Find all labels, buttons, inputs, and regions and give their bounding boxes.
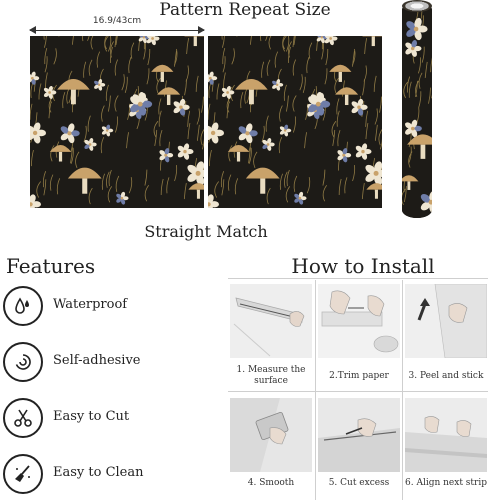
feature-label: Self-adhesive — [53, 353, 141, 368]
dimension-measure — [30, 14, 204, 28]
roll-pattern — [402, 2, 432, 218]
step-5-image — [318, 398, 400, 472]
step-1-label — [228, 365, 314, 387]
feature-label: Easy to Clean — [53, 465, 144, 480]
step-label-line: 3. Peel and stick — [408, 371, 484, 381]
pattern-panel-left — [30, 36, 204, 208]
feature-waterproof — [3, 286, 203, 330]
grid-divider — [228, 278, 488, 279]
step-4-image — [230, 398, 312, 472]
dimension-label: 16.9/43cm — [92, 16, 142, 26]
water-drops-icon — [3, 286, 43, 326]
grid-divider — [402, 280, 403, 500]
step-label-line: 2.Trim paper — [329, 371, 389, 381]
step-label-line: 4. Smooth — [247, 478, 295, 488]
floral-mushroom-pattern — [30, 36, 204, 208]
step-3-label — [403, 371, 489, 382]
feature-label: Easy to Cut — [53, 409, 130, 424]
floral-mushroom-pattern — [208, 36, 382, 208]
step-label-line: surface — [254, 376, 288, 386]
step-2-label — [316, 371, 402, 382]
feature-self-adhesive — [3, 342, 203, 386]
adhesive-swirl-icon — [3, 342, 43, 382]
install-title: How to Install — [291, 254, 435, 278]
dimension-arrow — [30, 30, 204, 31]
step-6-image — [405, 398, 487, 472]
grid-divider — [315, 280, 316, 500]
step-3-image — [405, 284, 487, 358]
features-title: Features — [6, 254, 96, 278]
step-label-line: 1. Measure the — [236, 365, 306, 375]
step-5-label — [316, 478, 402, 489]
step-6-label — [403, 478, 489, 489]
pattern-panel-right — [208, 36, 382, 208]
broom-icon — [3, 454, 43, 494]
grid-divider — [228, 391, 488, 392]
step-1-image — [230, 284, 312, 358]
pattern-repeat-title: Pattern Repeat Size — [159, 0, 331, 20]
feature-easy-to-clean — [3, 454, 203, 498]
step-2-image — [318, 284, 400, 358]
step-4-label — [228, 478, 314, 489]
wallpaper-roll — [402, 2, 432, 218]
feature-label: Waterproof — [53, 297, 128, 312]
feature-easy-to-cut — [3, 398, 203, 442]
step-label-line: 6. Align next strip — [405, 478, 487, 488]
scissors-icon — [3, 398, 43, 438]
step-label-line: 5. Cut excess — [328, 478, 390, 488]
roll-end-icon — [402, 0, 432, 12]
straight-match-label: Straight Match — [144, 222, 268, 241]
